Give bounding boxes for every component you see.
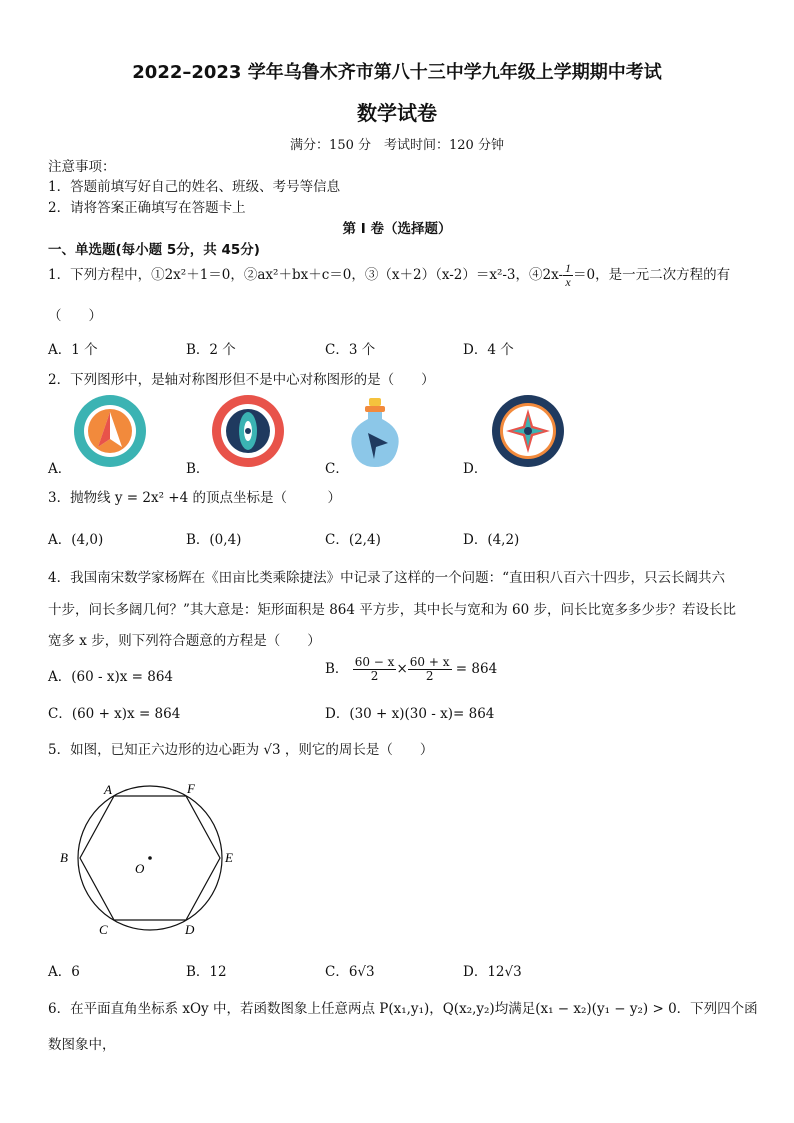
q4-line-2: 十步，问长多阔几何？”其大意是：矩形面积是 864 平方步，其中长与宽和为 60 步，问长比宽多多少步？若设长比 (48, 602, 737, 618)
q4-option-b (325, 656, 497, 683)
q2-stem: 2．下列图形中，是轴对称图形但不是中心对称图形的是（ ） (48, 372, 435, 388)
q1-stem-pre: 1．下列方程中，①2x²＋1＝0，②ax²＋bx＋c＝0，③（x＋2）（x-2）＝x²-3，④2x- (48, 267, 564, 283)
vertex-label-b: B (60, 850, 68, 865)
vertex-label-a: A (104, 782, 112, 797)
q1-blank: （ ） (48, 308, 102, 324)
q2-option-a: A． (48, 461, 72, 477)
q4-line-1: 4．我国南宋数学家杨辉在《田亩比类乘除捷法》中记录了这样的一个问题：“直田积八百六十四步，只云长阔共六 (48, 570, 725, 586)
part-heading: 一、单选题(每小题 5分，共 45分) (48, 242, 260, 258)
q4-option-c: C．(60 + x)x = 864 (48, 706, 181, 722)
q2-option-c: C． (325, 461, 349, 477)
exam-meta: 满分：150 分 考试时间：120 分钟 (290, 138, 504, 153)
q5-stem: 5．如图，已知正六边形的边心距为 √3 ，则它的周长是（ ） (48, 742, 434, 758)
volume-heading: 第 I 卷（选择题） (342, 221, 452, 237)
q6-line-1: 6．在平面直角坐标系 xOy 中，若函数图象上任意两点 P(x₁,y₁)，Q(x₂,y₂)均满足(x₁ − x₂)(y₁ − y₂) > 0．下列四个函 (48, 1001, 758, 1017)
note-item-1: 1．答题前填写好自己的姓名、班级、考号等信息 (48, 179, 341, 195)
q2-figure-b (210, 393, 286, 469)
q5-option-b: B．12 (186, 964, 227, 980)
subject-title: 数学试卷 (357, 101, 437, 125)
q4-frac1-num: 60 − x (354, 655, 395, 669)
q1-frac-num: 1 (565, 261, 572, 275)
q2-figure-c (342, 393, 408, 469)
vertex-label-e: E (225, 850, 233, 865)
q1-option-c: C．3 个 (325, 342, 376, 358)
note-item-2: 2．请将答案正确填写在答题卡上 (48, 200, 246, 216)
q3-stem: 3．抛物线 y = 2x² +4 的顶点坐标是（ ） (48, 490, 341, 506)
q2-option-d: D． (463, 461, 488, 477)
q4-option-a: A．(60 - x)x = 864 (48, 669, 173, 685)
q4-times: × (396, 661, 408, 677)
q3-option-d: D．(4,2) (463, 532, 520, 548)
q5-option-a: A．6 (48, 964, 80, 980)
vertex-label-d: D (185, 922, 195, 937)
q4-option-b-frac-1 (353, 656, 397, 683)
q4-frac2-num: 60 + x (409, 655, 450, 669)
q4-line-3: 宽多 x 步，则下列符合题意的方程是（ ） (48, 633, 321, 649)
q2-option-b: B． (186, 461, 210, 477)
q3-option-c: C．(2,4) (325, 532, 381, 548)
q1-stem (48, 262, 730, 289)
q1-option-d: D．4 个 (463, 342, 514, 358)
notes-heading: 注意事项： (48, 159, 116, 175)
q5-hexagon-figure (55, 778, 245, 940)
q5-option-d: D．12√3 (463, 964, 522, 980)
q1-stem-post: ＝0，是一元二次方程的有 (573, 267, 731, 283)
exam-title: 2022–2023 学年乌鲁木齐市第八十三中学九年级上学期期中考试 (132, 62, 662, 83)
q4-option-b-label: B． (325, 661, 349, 677)
q4-option-b-rhs: = 864 (455, 661, 498, 677)
q1-fraction (563, 262, 573, 289)
q3-option-a: A．(4,0) (48, 532, 104, 548)
q2-figure-a (72, 393, 148, 469)
q1-option-b: B．2 个 (186, 342, 236, 358)
q1-option-a: A．1 个 (48, 342, 98, 358)
q3-option-b: B．(0,4) (186, 532, 242, 548)
q4-frac2-den: 2 (425, 669, 434, 683)
q1-frac-den: x (565, 275, 571, 289)
q6-line-2: 数图象中， (48, 1037, 116, 1053)
vertex-label-c: C (99, 922, 108, 937)
q5-option-c: C．6√3 (325, 964, 375, 980)
center-point (148, 856, 152, 860)
q4-frac1-den: 2 (370, 669, 379, 683)
q2-figure-d (490, 393, 566, 469)
vertex-label-f: F (187, 781, 195, 796)
q4-option-d: D．(30 + x)(30 - x)= 864 (325, 706, 495, 722)
center-label-o: O (135, 861, 145, 876)
q4-option-b-frac-2 (408, 656, 452, 683)
